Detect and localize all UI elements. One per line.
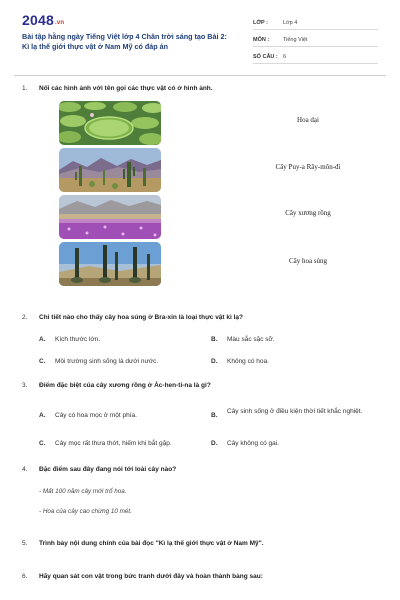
q4-line-1: - Mất 100 năm cây mới trổ hoa. <box>39 488 127 495</box>
q2-option-a[interactable]: A. Kích thước lớn. <box>39 336 101 343</box>
match-label-1[interactable]: Hoa dại <box>297 116 319 124</box>
site-logo[interactable]: 2048.vn <box>22 12 65 28</box>
q3-option-c[interactable]: C. Cây mọc rất thưa thớt, hiếm khi bắt gặp. <box>39 440 172 447</box>
meta-info <box>253 14 378 65</box>
q2-option-b[interactable]: B. Màu sắc sặc sỡ. <box>211 336 275 343</box>
q2-option-d[interactable]: D. Không có hoa. <box>211 358 269 365</box>
q2-option-c[interactable]: C. Môi trường sinh sống là dưới nước. <box>39 358 159 365</box>
header <box>0 0 400 72</box>
image-cactus-desert[interactable] <box>59 148 161 192</box>
meta-row-subject: MÔN : Tiếng Việt <box>253 31 378 47</box>
image-puya-raimondii[interactable] <box>59 242 161 286</box>
header-divider <box>14 75 386 76</box>
q4-line-2: - Hoa của cây cao chừng 10 mét. <box>39 508 132 515</box>
meta-row-grade: LỚP : Lớp 4 <box>253 14 378 30</box>
image-wildflower-field[interactable] <box>59 195 161 239</box>
page-title: Bài tập hằng ngày Tiếng Việt lớp 4 Chân trời sáng tạo Bài 2: Kì lạ thế giới thực vật ở Nam Mỹ có đáp án <box>22 32 227 51</box>
q3-option-d[interactable]: D. Cây không có gai. <box>211 440 280 447</box>
match-label-4[interactable]: Cây hoa súng <box>288 257 328 265</box>
meta-row-count: SỐ CÂU : 6 <box>253 48 378 64</box>
q3-option-b[interactable]: B. Cây sinh sống ở điều kiện thời tiết khắc nghiệt. <box>211 408 363 419</box>
q3-option-a[interactable]: A. Cây có hoa mọc ở một phía. <box>39 412 137 419</box>
image-water-lilies[interactable] <box>59 101 161 145</box>
worksheet-page: 2048.vn Bài tập hằng ngày Tiếng Việt lớp 4 Chân trời sáng tạo Bài 2: Kì lạ thế giới thực vật ở Nam Mỹ có đáp án LỚP : Lớp 4 MÔN : Tiếng Việt SỐ CÂU : 6 1. Nối các hình ảnh với tên gọi các thực vật có ở hình ảnh. Hoa dại Cây Puy-a Rây-môn-đi Cây xương rồng Cây hoa súng 2. Chi tiết nào cho thấy cây hoa súng ở Bra-xin là loại thực vật kì lạ? A. Kích thước lớn. B. Màu sắc sặc sỡ. C. Môi trường sinh sống là dưới nước. D. Không có hoa. 3. Điểm đặc biệt của cây xương rồng ở Ác-hen-ti-na là gì? A. Cây có hoa mọc ở một phía. B. Cây sinh sống ở điều kiện thời tiết khắc nghiệt. C. Cây mọc rất thưa thớt, hiếm khi bắt gặp. D. Cây không có gai. 4. Đặc điểm sau đây đang nói tới loài cây nào? - Mất 100 năm cây mới trổ hoa. - Hoa của cây cao chừng 10 mét. 5. Trình bày nội dung chính của bài đọc "Kì lạ thế giới thực vật ở Nam Mỹ". 6. Hãy quan sát con vật trong bức tranh dưới đây và hoàn thành bảng sau: <box>0 0 400 600</box>
match-label-2[interactable]: Cây Puy-a Rây-môn-đi <box>275 163 341 171</box>
match-label-3[interactable]: Cây xương rồng <box>285 209 331 217</box>
